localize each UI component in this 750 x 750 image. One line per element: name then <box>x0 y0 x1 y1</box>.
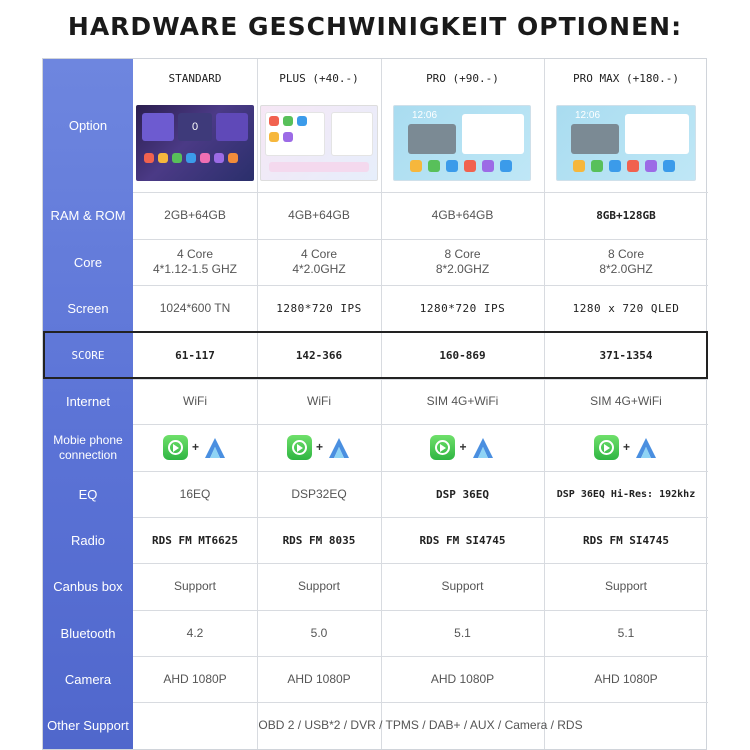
bluetooth-plus: 5.0 <box>310 625 328 640</box>
android-auto-icon <box>327 436 351 460</box>
eq-plus: DSP32EQ <box>291 486 347 501</box>
ram-rom-pro-max: 8GB+128GB <box>596 209 656 222</box>
column-header-standard: STANDARD <box>168 72 222 85</box>
camera-pro-max: AHD 1080P <box>594 671 658 686</box>
ram-rom-standard: 2GB+64GB <box>164 208 226 222</box>
score-plus: 142-366 <box>295 348 343 362</box>
pro-screen-image: 12:06 <box>393 105 531 181</box>
ram-rom-row <box>43 192 708 239</box>
plus-screen-image <box>260 105 378 181</box>
radio-pro: RDS FM SI4745 <box>419 533 506 547</box>
row-label-internet: Internet <box>65 394 111 409</box>
phone-connection-pro: + <box>381 424 544 471</box>
core-plus: 4 Core 4*2.0GHZ <box>292 247 346 276</box>
score-pro: 160-869 <box>439 348 486 362</box>
android-auto-icon <box>471 436 495 460</box>
core-pro: 8 Core 8*2.0GHZ <box>435 247 490 276</box>
row-label-bluetooth: Bluetooth <box>60 625 116 641</box>
carplay-icon <box>287 435 312 460</box>
row-label-radio: Radio <box>71 532 105 548</box>
phone-connection-pro-max: + <box>544 424 708 471</box>
eq-pro: DSP 36EQ <box>436 487 489 501</box>
screen-row <box>43 285 708 331</box>
row-label-core: Core <box>73 254 103 270</box>
carplay-icon <box>594 435 619 460</box>
ram-rom-plus: 4GB+64GB <box>288 208 350 222</box>
radio-pro-max: RDS FM SI4745 <box>582 533 670 547</box>
screen-standard: 1024*600 TN <box>159 300 231 315</box>
row-label-phone-connection: Mobie phone connection <box>53 432 123 462</box>
internet-pro: SIM 4G+WiFi <box>426 394 499 408</box>
eq-standard: 16EQ <box>179 486 211 501</box>
row-label-eq: EQ <box>78 486 98 502</box>
bluetooth-standard: 4.2 <box>186 625 204 640</box>
bluetooth-row <box>43 610 708 656</box>
row-label-camera: Camera <box>64 671 112 687</box>
score-highlight-frame <box>43 331 708 379</box>
canbus-pro: Support <box>441 579 484 593</box>
radio-plus: RDS FM 8035 <box>282 533 356 547</box>
eq-pro-max: DSP 36EQ Hi-Res: 192khz <box>556 488 696 500</box>
core-row <box>43 239 708 285</box>
canbus-standard: Support <box>173 579 217 593</box>
other-support-values: OBD 2 / USB*2 / DVR / TPMS / DAB+ / AUX / Camera / RDS <box>258 718 583 732</box>
column-header-plus: PLUS (+40.-) <box>279 72 359 85</box>
column-header-pro: PRO (+90.-) <box>426 72 499 85</box>
comparison-table <box>42 58 707 750</box>
internet-standard: WiFi <box>183 394 207 408</box>
row-label-score: SCORE <box>71 348 105 362</box>
column-header-pro-max: PRO MAX (+180.-) <box>573 72 679 85</box>
row-label-other-support: Other Support <box>47 718 129 733</box>
pro-max-screen-image: 12:06 <box>556 105 696 181</box>
row-label-screen: Screen <box>67 300 109 316</box>
carplay-icon <box>430 435 455 460</box>
standard-screen-image: 0 <box>136 105 254 181</box>
canbus-pro-max: Support <box>604 579 648 593</box>
internet-row <box>43 379 708 424</box>
other-support-row <box>43 702 708 749</box>
screen-pro-max: 1280 x 720 QLED <box>572 301 680 315</box>
camera-plus: AHD 1080P <box>287 671 351 686</box>
bluetooth-pro: 5.1 <box>454 625 471 640</box>
android-auto-icon <box>634 436 658 460</box>
internet-plus: WiFi <box>307 394 331 408</box>
camera-pro: AHD 1080P <box>430 671 495 686</box>
canbus-plus: Support <box>297 579 341 593</box>
score-pro-max: 371-1354 <box>599 348 653 362</box>
canbus-row <box>43 563 708 610</box>
android-auto-icon <box>203 436 227 460</box>
ram-rom-pro: 4GB+64GB <box>431 208 494 222</box>
screen-plus: 1280*720 IPS <box>276 301 362 315</box>
core-pro-max: 8 Core 8*2.0GHZ <box>599 247 653 276</box>
phone-connection-standard: + <box>133 424 257 471</box>
phone-connection-plus: + <box>257 424 381 471</box>
page-title: HARDWARE GESCHWINIGKEIT OPTIONEN: <box>67 12 683 41</box>
camera-standard: AHD 1080P <box>163 671 227 686</box>
row-label-ram-rom: RAM & ROM <box>50 208 126 223</box>
internet-pro-max: SIM 4G+WiFi <box>590 394 662 408</box>
core-standard: 4 Core 4*1.12-1.5 GHZ <box>152 247 238 276</box>
row-label-canbus: Canbus box <box>53 579 123 594</box>
screen-pro: 1280*720 IPS <box>419 301 506 315</box>
radio-row <box>43 517 708 563</box>
score-standard: 61-117 <box>175 348 215 362</box>
radio-standard: RDS FM MT6625 <box>151 533 239 547</box>
eq-row <box>43 471 708 517</box>
row-label-option: Option <box>68 118 108 133</box>
camera-row <box>43 656 708 702</box>
option-row <box>43 59 708 192</box>
phone-connection-row <box>43 424 708 471</box>
carplay-icon <box>163 435 188 460</box>
bluetooth-pro-max: 5.1 <box>617 625 635 640</box>
